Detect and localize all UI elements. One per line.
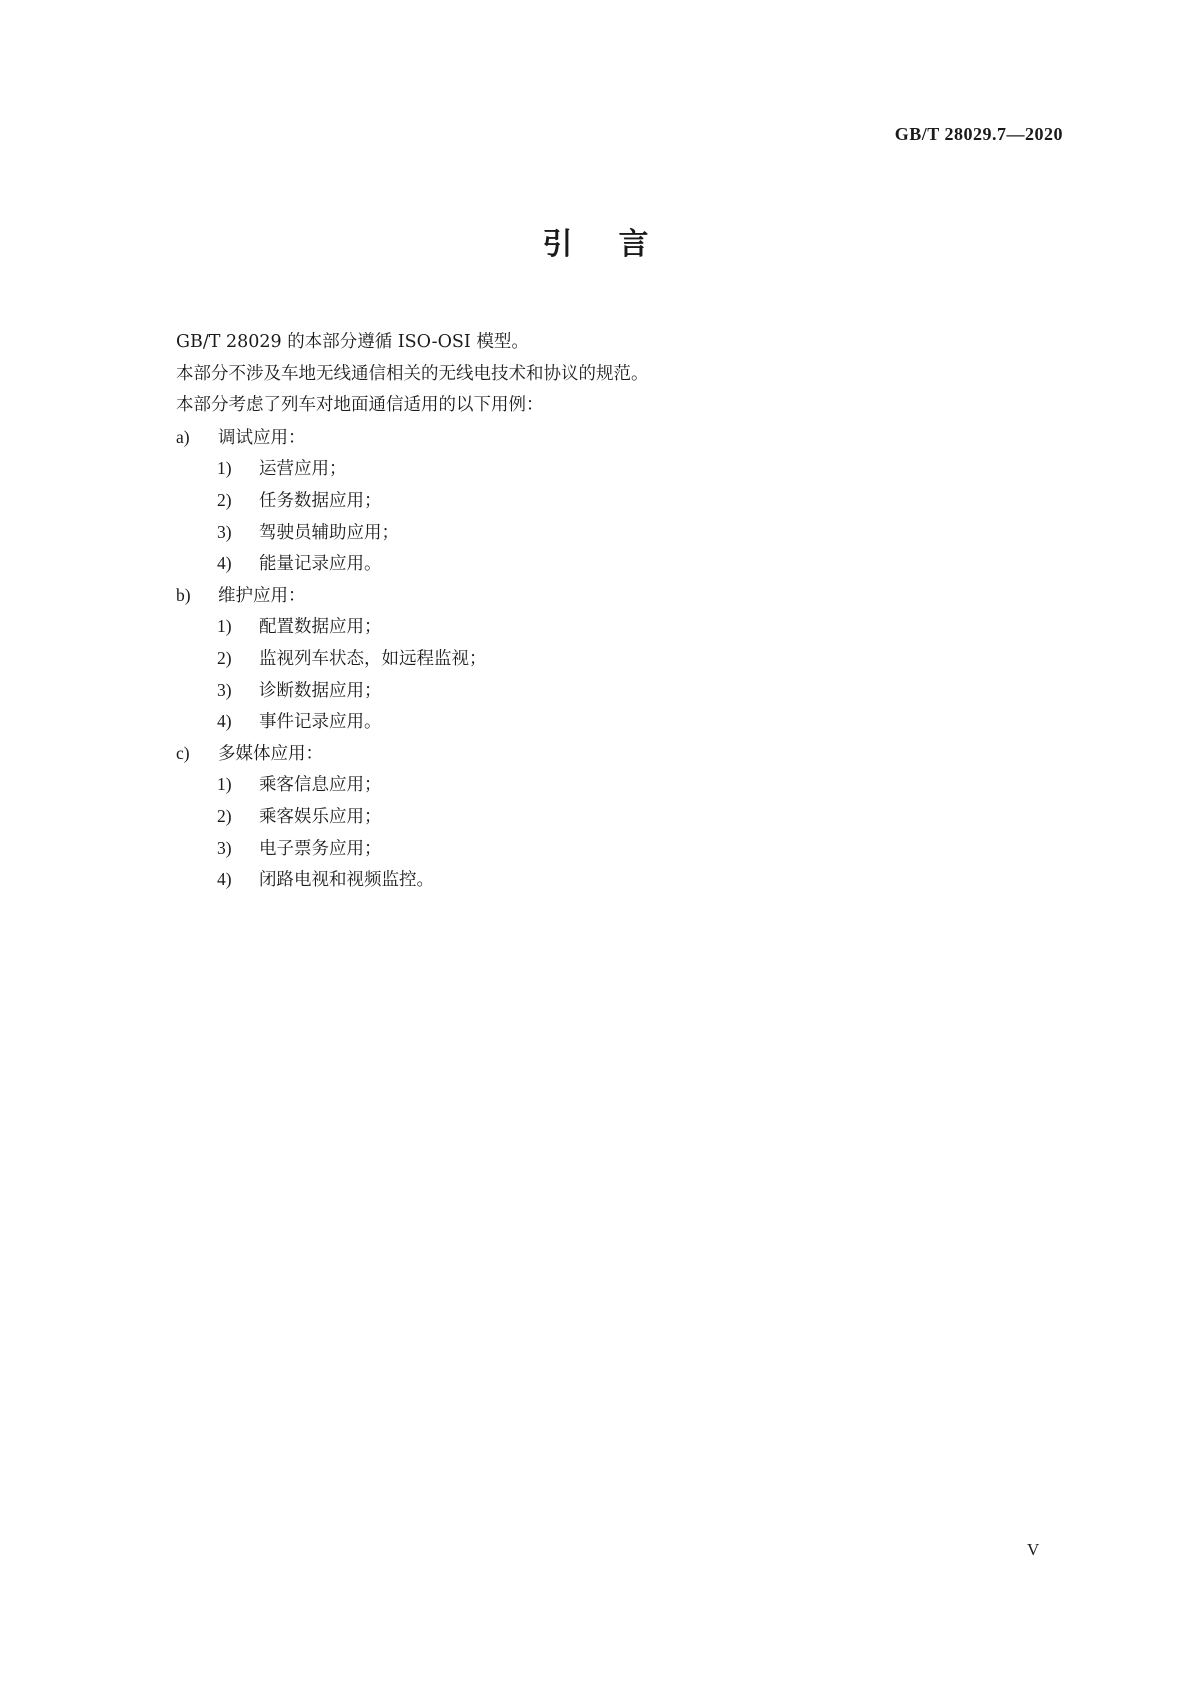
- list-marker: 3): [217, 679, 232, 700]
- list-item-text: 运营应用；: [259, 459, 347, 480]
- list-marker: 4): [217, 553, 232, 574]
- sub-list-item: [176, 675, 1056, 707]
- list-marker: b): [176, 584, 191, 605]
- list-marker: 2): [217, 647, 232, 668]
- list-item: [176, 422, 1056, 454]
- list-marker: a): [176, 426, 190, 447]
- list-item: [176, 738, 1056, 770]
- list-item-text: 闭路电视和视频监控。: [259, 870, 434, 891]
- page-number: V: [1027, 1540, 1040, 1559]
- list-item-text: 能量记录应用。: [259, 554, 382, 575]
- paragraph: GB/T 28029 的本部分遵循 ISO-OSI 模型。: [176, 332, 529, 352]
- list-marker: 3): [217, 521, 232, 542]
- list-marker: 3): [217, 837, 232, 858]
- sub-list-item: [176, 769, 1056, 801]
- sub-list-item: [176, 517, 1056, 549]
- list-item-text: 诊断数据应用；: [259, 680, 382, 701]
- paragraph: 本部分考虑了列车对地面通信适用的以下用例：: [176, 395, 544, 416]
- list-item-text: 多媒体应用：: [218, 743, 323, 764]
- sub-list-item: [176, 801, 1056, 833]
- list-item-text: 驾驶员辅助应用；: [259, 522, 399, 543]
- list-item-text: 乘客信息应用；: [259, 775, 382, 796]
- sub-list-item: [176, 548, 1056, 580]
- list-marker: 2): [217, 489, 232, 510]
- list-item: [176, 580, 1056, 612]
- list-item-text: 电子票务应用；: [259, 838, 382, 859]
- list-marker: 1): [217, 774, 232, 795]
- list-marker: c): [176, 742, 190, 763]
- sub-list-item: [176, 833, 1056, 865]
- list-item-text: 任务数据应用；: [259, 490, 382, 511]
- list-marker: 4): [217, 711, 232, 732]
- page-title: 引言: [542, 227, 695, 262]
- list-item-text: 事件记录应用。: [259, 712, 382, 733]
- list-marker: 4): [217, 869, 232, 890]
- list-item-text: 监视列车状态，如远程监视；: [259, 648, 487, 669]
- list-item-text: 调试应用：: [218, 427, 306, 448]
- list-marker: 1): [217, 616, 232, 637]
- standard-number: GB/T 28029.7—2020: [894, 124, 1063, 144]
- sub-list-item: [176, 643, 1056, 675]
- list-marker: 1): [217, 458, 232, 479]
- sub-list-item: [176, 453, 1056, 485]
- sub-list-item: [176, 864, 1056, 896]
- document-body: [176, 327, 1056, 896]
- list-item-text: 配置数据应用；: [259, 617, 382, 638]
- sub-list-item: [176, 485, 1056, 517]
- list-marker: 2): [217, 805, 232, 826]
- sub-list-item: [176, 611, 1056, 643]
- paragraph: 本部分不涉及车地无线通信相关的无线电技术和协议的规范。: [176, 363, 649, 384]
- sub-list-item: [176, 706, 1056, 738]
- list-item-text: 乘客娱乐应用；: [259, 806, 382, 827]
- list-item-text: 维护应用：: [218, 585, 306, 606]
